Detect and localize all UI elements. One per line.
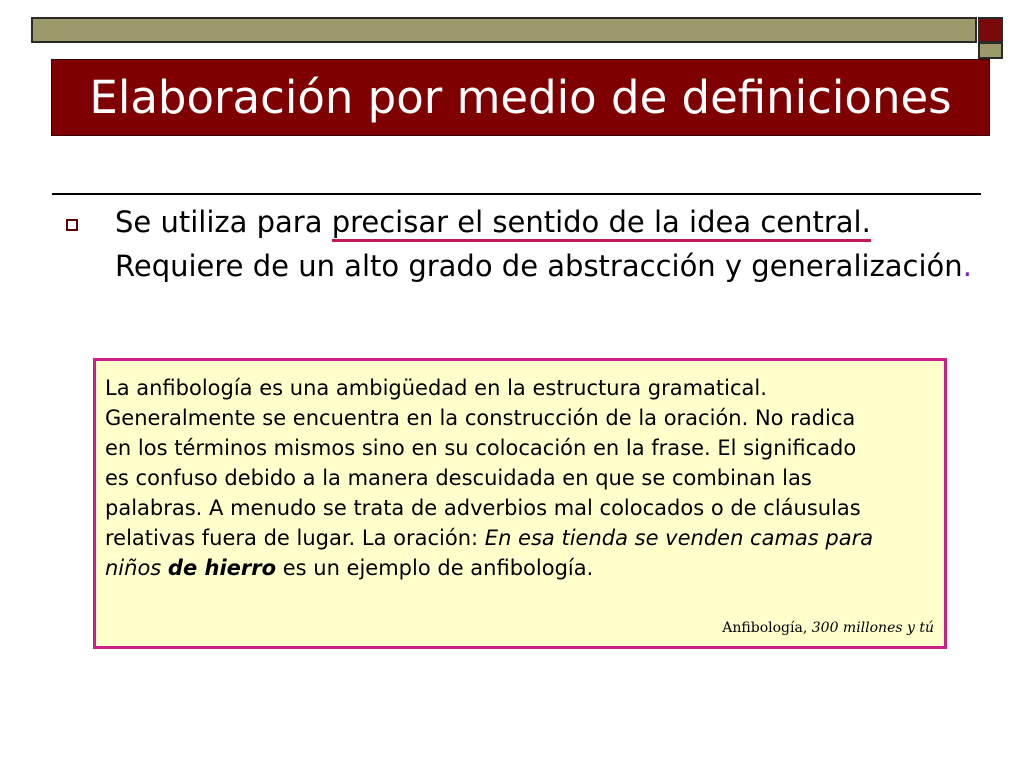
title-banner bbox=[51, 59, 990, 136]
source-title: Anfibología, bbox=[722, 620, 812, 636]
bullet-text-start: Se utiliza para bbox=[115, 205, 332, 239]
quote-text bbox=[105, 373, 932, 583]
highlighted-phrase: precisar el sentido de la idea central. bbox=[332, 205, 871, 242]
bullet-text-continuation: Requiere de un alto grado de abstracción y generalización bbox=[115, 249, 963, 283]
quote-tail: es un ejemplo de anfibología. bbox=[276, 556, 594, 580]
quote-source bbox=[722, 620, 934, 636]
quote-body: La anfibología es una ambigüedad en la estructura gramatical. Generalmente se encuentra en la construcción de la oración. No radica en los términos mismos sino en su colocación en la frase. El significado es confuso debido a la manera descuidada en que se combinan las palabras. A menudo se trata de adverbios mal colocados o de cláusulas relativas fuera de lugar. La oración: bbox=[105, 376, 861, 550]
square-bullet-icon bbox=[66, 219, 78, 231]
title-divider bbox=[52, 193, 981, 195]
definition-quote-box bbox=[93, 358, 947, 649]
header-corner-red-square bbox=[978, 17, 1003, 43]
bullet-text bbox=[115, 200, 985, 288]
slide-title: Elaboración por medio de definiciones bbox=[89, 71, 952, 124]
bullet-end-dot: . bbox=[962, 249, 972, 283]
source-work: 300 millones y tú bbox=[811, 620, 934, 636]
header-olive-bar bbox=[31, 17, 977, 43]
example-sentence: En esa tienda se venden camas para niños bbox=[105, 526, 874, 580]
header-corner-olive-square bbox=[978, 42, 1003, 59]
example-emphasis: de hierro bbox=[167, 556, 277, 580]
